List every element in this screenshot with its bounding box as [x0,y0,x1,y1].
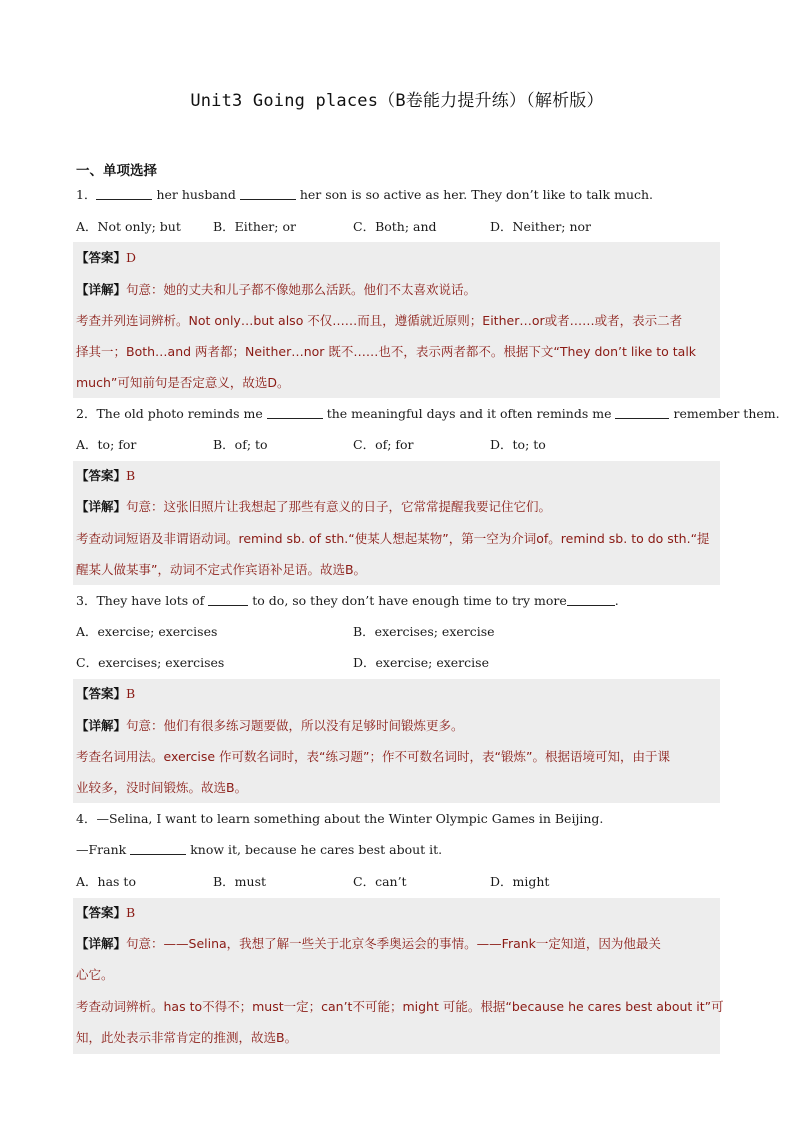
answer-blank [96,187,152,200]
detail-line-continued: 心它。 [76,967,114,982]
question-3: 3．They have lots of to do, so they don’t have enough time to try more . [76,593,619,608]
question-2: 2．The old photo reminds me the meaningful days and it often reminds me remember them. [76,406,780,421]
explanation-line: 考查名词用法。exercise 作可数名词时，表“练习题”；作不可数名词时，表“锻炼”。根据语境可知，由于课 [76,749,670,764]
answer-blank [208,593,248,606]
option-a: A．exercise; exercises [76,624,218,639]
option-c: C．can’t [353,874,407,889]
detail-line: 【详解】句意：——Selina，我想了解一些关于北京冬季奥运会的事情。——Frank一定知道，因为他最关 [76,936,661,951]
option-b: B．Either; or [213,219,296,234]
answer-blank [567,593,615,606]
option-d: D．to; to [490,437,546,452]
option-d: D．might [490,874,550,889]
question-4: 4．—Selina, I want to learn something about the Winter Olympic Games in Beijing. [76,811,604,826]
option-c: C．Both; and [353,219,437,234]
detail-line: 【详解】句意：他们有很多练习题要做，所以没有足够时间锻炼更多。 [76,718,464,733]
explanation-line: 择其一；Both…and 两者都；Neither…nor 既不……也不，表示两者都不。根据下文“They don’t like to talk [76,344,697,359]
option-a: A．Not only; but [76,219,181,234]
option-c: C．of; for [353,437,414,452]
option-b: B．exercises; exercise [353,624,495,639]
explanation-line: 考查动词短语及非谓语动词。remind sb. of sth.“使某人想起某物”，第一空为介词of。remind sb. to do sth.“提 [76,531,710,546]
explanation-line: 知，此处表示非常肯定的推测，故选B。 [76,1030,298,1045]
explanation-line: 醒某人做某事”，动词不定式作宾语补足语。故选B。 [76,562,367,577]
answer-line: 【答案】D [76,250,137,265]
option-d: D．exercise; exercise [353,655,489,670]
option-a: A．has to [76,874,136,889]
answer-line: 【答案】B [76,905,136,920]
explanation-line: much”可知前句是否定意义，故选D。 [76,375,290,390]
page-title: Unit3 Going places（B卷能力提升练）（解析版） [190,91,604,111]
detail-line: 【详解】句意：她的丈夫和儿子都不像她那么活跃。他们不太喜欢说话。 [76,282,477,297]
answer-blank [267,406,323,419]
explanation-line: 考查动词辨析。has to不得不；must一定；can’t不可能；might 可能。根据“because he cares best about it”可 [76,999,724,1014]
section-heading: 一、单项选择 [76,163,157,179]
question-4-line-2: —Frank know it, because he cares best about it. [76,842,443,857]
question-1: 1． her husband her son is so active as her. They don’t like to talk much. [76,187,654,202]
answer-line: 【答案】B [76,468,136,483]
option-a: A．to; for [76,437,137,452]
answer-line: 【答案】B [76,686,136,701]
option-d: D．Neither; nor [490,219,592,234]
explanation-line: 考查并列连词辨析。Not only…but also 不仅……而且，遵循就近原则；Either…or或者……或者，表示二者 [76,313,683,328]
answer-blank [615,406,669,419]
answer-blank [240,187,296,200]
option-c: C．exercises; exercises [76,655,225,670]
option-b: B．must [213,874,267,889]
option-b: B．of; to [213,437,268,452]
answer-blank [130,842,186,855]
detail-line: 【详解】句意：这张旧照片让我想起了那些有意义的日子，它常常提醒我要记住它们。 [76,499,552,514]
explanation-line: 业较多，没时间锻炼。故选B。 [76,780,248,795]
